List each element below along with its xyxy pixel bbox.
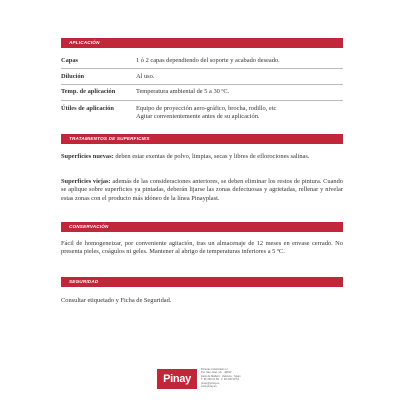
superficies-viejas-paragraph <box>61 178 343 203</box>
addr-line: www.pinay.es <box>201 385 217 389</box>
superficies-nuevas-label: Superficies nuevas: <box>61 153 114 160</box>
utiles-value-1: Equipo de proyección aero-gráfico, brocha, rodillo, etc <box>136 105 277 112</box>
addr-line: T. 96 236 01 50 · F. 96 236 00 51 <box>201 378 240 382</box>
temp-label: Temp. de aplicación <box>61 88 116 95</box>
seguridad-paragraph: Consultar etiquetado y Ficha de Seguridad. <box>61 297 172 304</box>
capas-value: 1 ó 2 capas dependiendo del soporte y acabado deseado. <box>136 57 280 64</box>
section-header-seguridad: SEGURIDAD <box>61 277 343 287</box>
divider <box>61 84 343 85</box>
superficies-nuevas-text: deben estar exentas de polvo, limpias, secas y libres de eflorociones salinas. <box>113 153 310 160</box>
row-utiles <box>61 105 343 123</box>
dilucion-label: Dilución <box>61 73 85 80</box>
conservacion-paragraph: Fácil de homogeneizar, por conveniente agitación, tras un almacenaje de 12 meses en envase cerrado. No presenta pieles, coágulos ni geles. Mantener al abrigo de temperaturas inferiores a 5 ºC. <box>61 240 343 256</box>
utiles-value-2: Agitar convenientemente antes de su aplicación. <box>136 113 260 120</box>
pinay-logo: Pinay <box>157 369 197 389</box>
addr-line: pinay@pinay.es <box>201 381 220 385</box>
section-header-aplicacion: APLICACIÓN <box>61 38 343 48</box>
superficies-viejas-label: Superficies viejas: <box>61 178 111 185</box>
divider <box>61 100 343 101</box>
section-header-conservacion: CONSERVACIÓN <box>61 222 343 232</box>
addr-line: Aielo de Malferit · Valencia · Spain <box>201 374 241 378</box>
section-header-tratamientos: TRATAMIENTOS DE SUPERFICIES <box>61 134 343 144</box>
superficies-viejas-text: además de las consideraciones anteriores, se deben eliminar los restos de pintura. Cuando se aplique sobre superficies ya pintadas, deberán lijarse las zonas defectuosas y agrietadas, rellenar y nivelar estas zonas con el producto más idóneo de la línea Pinayplast. <box>61 178 343 202</box>
divider <box>61 68 343 69</box>
capas-label: Capas <box>61 57 79 64</box>
addr-line: Pol. San José, s/n · 46812 <box>201 371 232 375</box>
addr-line: Pinturas Industriales s.l. <box>201 368 229 371</box>
footer-address <box>201 368 241 388</box>
utiles-label: Útiles de aplicación <box>61 105 114 112</box>
temp-value: Temperatura ambiental de 5 a 30 ºC. <box>136 88 230 95</box>
superficies-nuevas-paragraph <box>61 153 343 161</box>
dilucion-value: Al uso. <box>136 73 155 80</box>
